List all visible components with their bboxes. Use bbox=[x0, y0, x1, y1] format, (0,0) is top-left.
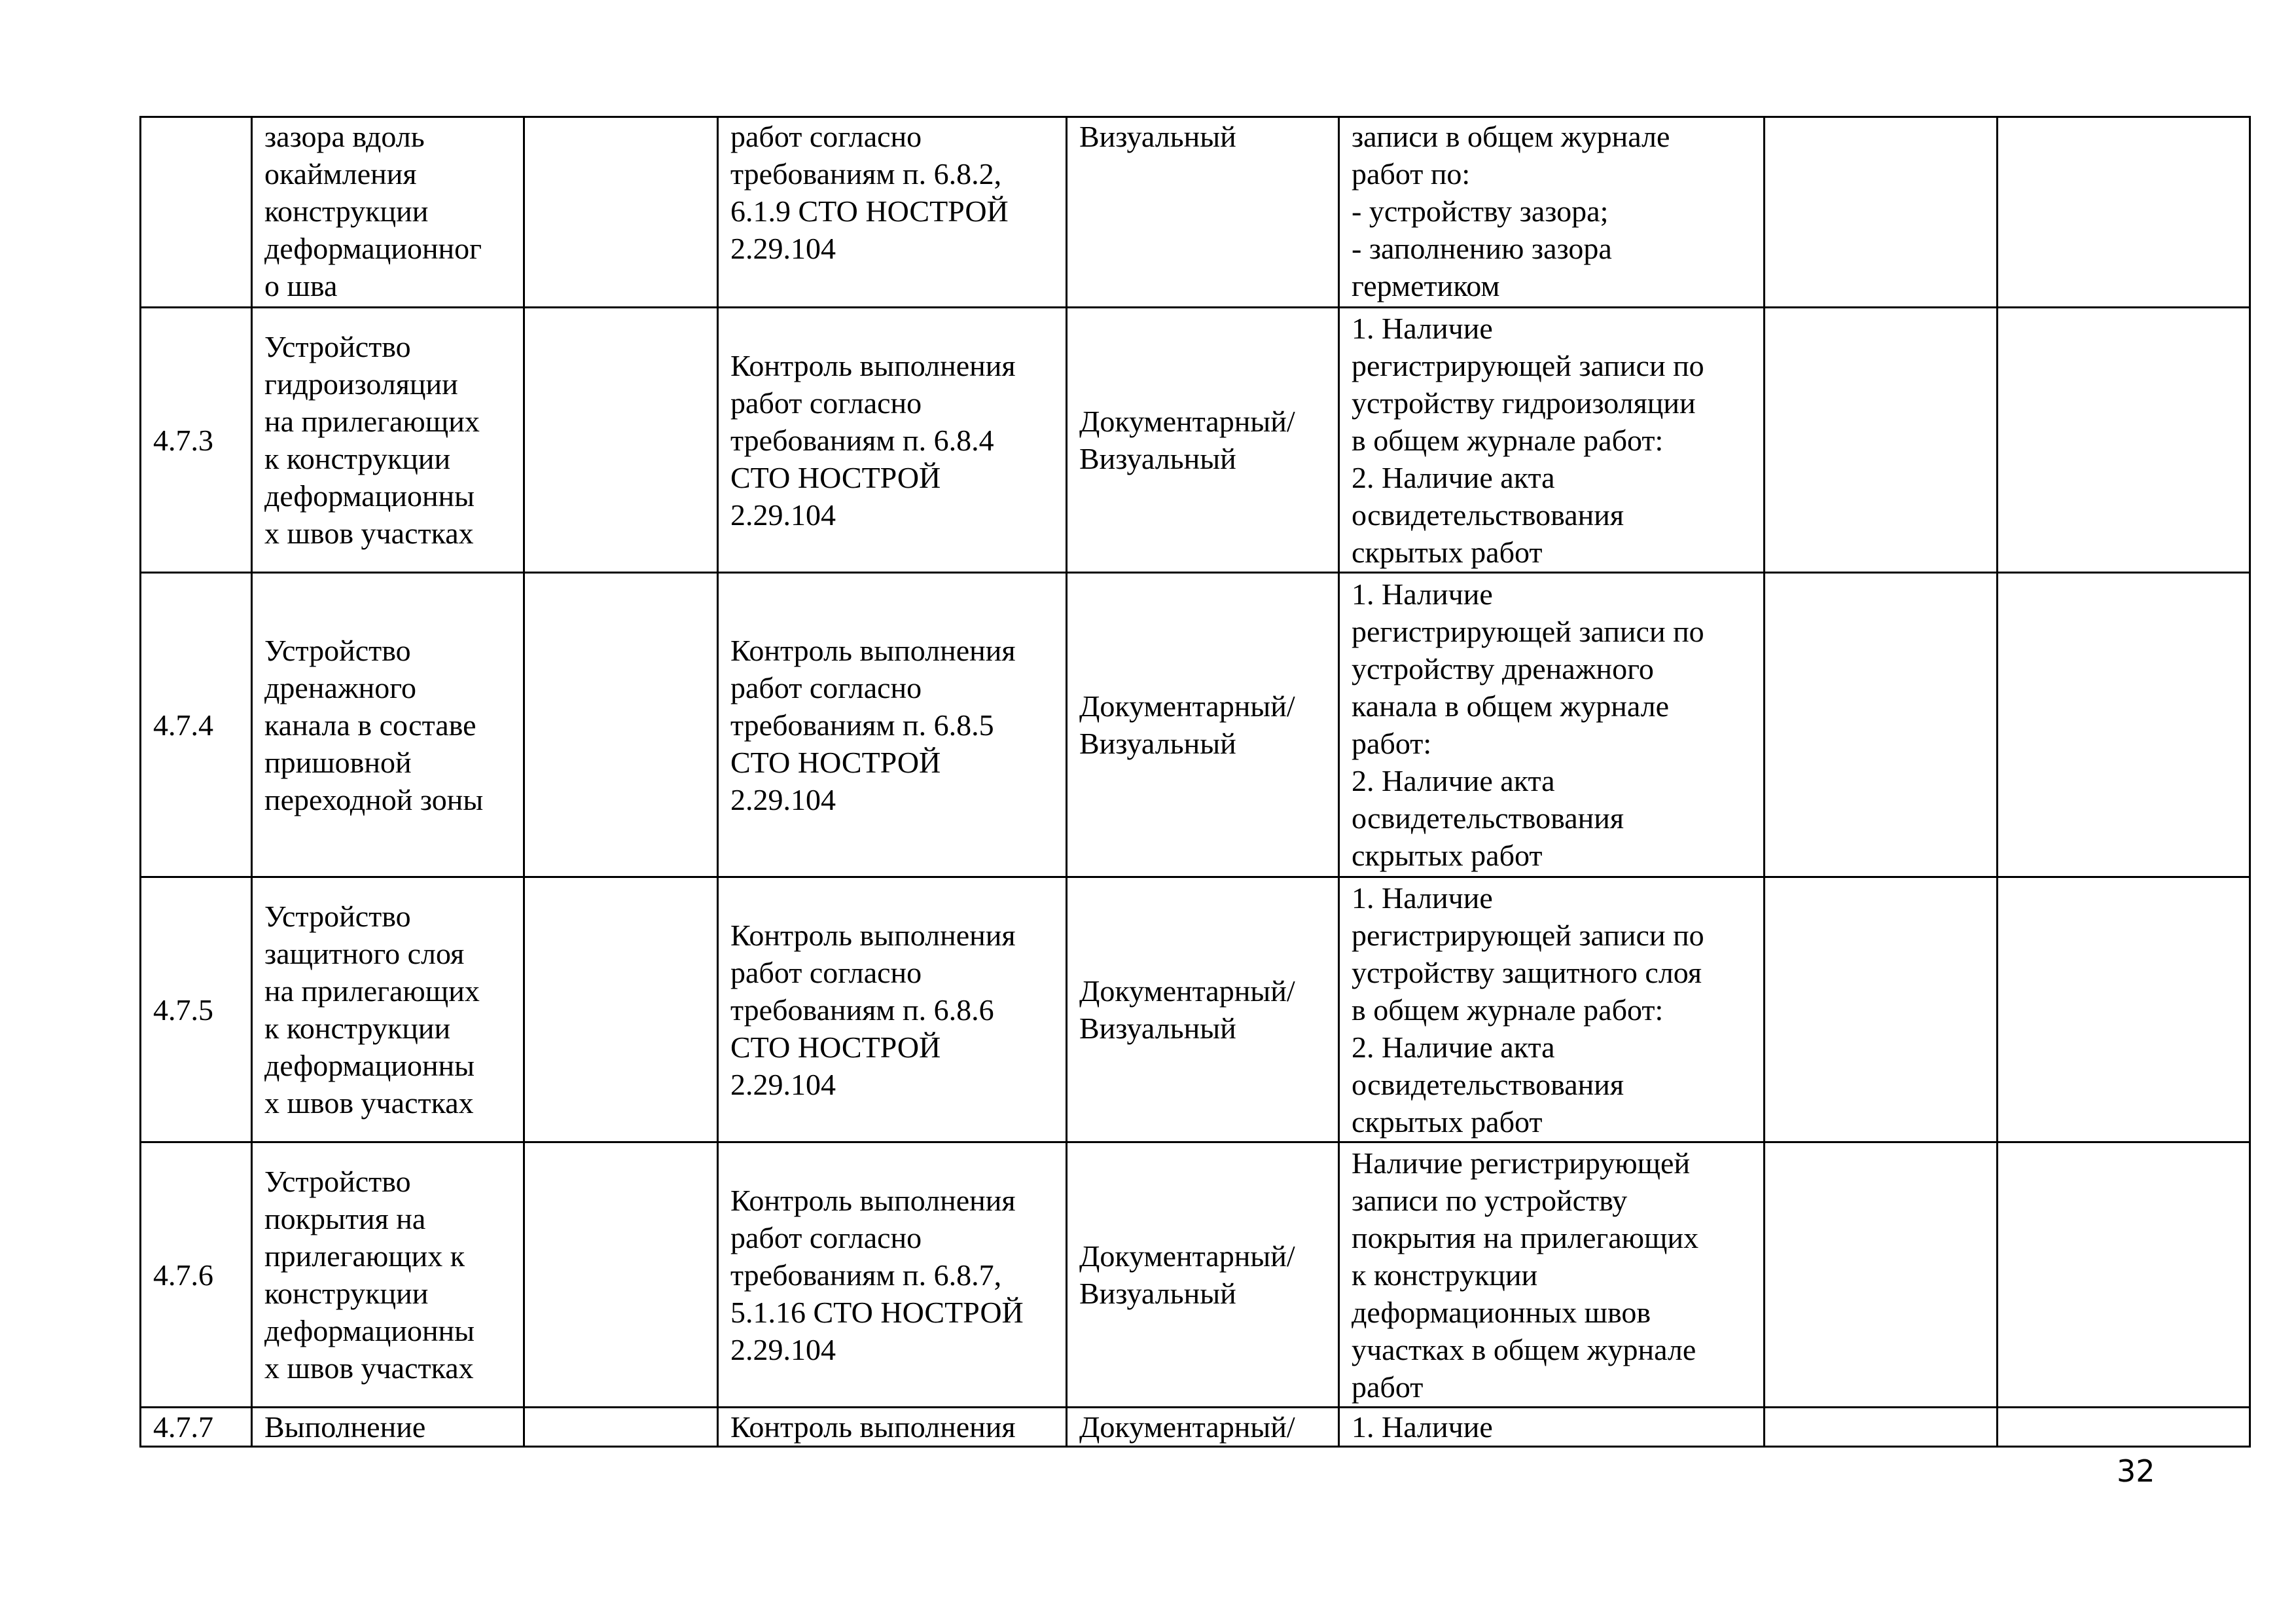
item-number-cell bbox=[141, 1142, 252, 1408]
empty-cell bbox=[1998, 117, 2250, 308]
empty-cell bbox=[524, 308, 718, 573]
work-name-cell bbox=[252, 877, 524, 1142]
table-row bbox=[141, 1142, 2250, 1408]
result-line: работ по: bbox=[1352, 157, 1471, 191]
work-name-cell bbox=[252, 1142, 524, 1408]
control-method-cell bbox=[1067, 573, 1339, 877]
work-name-line: переходной зоны bbox=[264, 782, 484, 816]
result-line: 1. Наличие bbox=[1352, 311, 1493, 345]
work-name-line: Устройство bbox=[264, 330, 411, 363]
work-name-line: на прилегающих bbox=[264, 405, 480, 438]
work-name-line: гидроизоляции bbox=[264, 367, 458, 401]
control-method-cell bbox=[1067, 1142, 1339, 1408]
requirement-cell bbox=[718, 308, 1067, 573]
result-cell bbox=[1339, 573, 1765, 877]
requirement-line: 2.29.104 bbox=[730, 782, 836, 816]
work-name-line: покрытия на bbox=[264, 1202, 426, 1235]
requirement-line: 2.29.104 bbox=[730, 1332, 836, 1366]
result-line: - заполнению зазора bbox=[1352, 232, 1612, 265]
result-line: освидетельствования bbox=[1352, 801, 1624, 835]
requirement-line: Контроль выполнения bbox=[730, 348, 1016, 382]
control-method-cell bbox=[1067, 1408, 1339, 1447]
requirement-line: Контроль выполнения bbox=[730, 918, 1016, 952]
result-line: деформационных швов bbox=[1352, 1295, 1651, 1329]
result-cell bbox=[1339, 1142, 1765, 1408]
requirement-line: 5.1.16 СТО НОСТРОЙ bbox=[730, 1295, 1024, 1329]
result-line: к конструкции bbox=[1352, 1258, 1538, 1292]
empty-cell bbox=[1998, 573, 2250, 877]
requirement-line: Контроль выполнения bbox=[730, 1410, 1016, 1444]
work-name-line: зазора вдоль bbox=[264, 120, 425, 153]
result-line: участках в общем журнале bbox=[1352, 1332, 1696, 1366]
table-row bbox=[141, 1408, 2250, 1447]
control-method-line: Визуальный bbox=[1079, 1277, 1236, 1310]
requirement-line: 2.29.104 bbox=[730, 498, 836, 532]
empty-cell bbox=[1998, 1408, 2250, 1447]
empty-cell bbox=[524, 117, 718, 308]
empty-cell bbox=[1765, 1408, 1998, 1447]
requirement-cell bbox=[718, 1408, 1067, 1447]
empty-cell bbox=[1765, 308, 1998, 573]
table-row bbox=[141, 877, 2250, 1142]
result-line: 1. Наличие bbox=[1352, 1410, 1493, 1444]
control-method-line: Документарный/ bbox=[1079, 1410, 1295, 1444]
work-name-line: Устройство bbox=[264, 1165, 411, 1198]
work-name-line: к конструкции bbox=[264, 1012, 451, 1045]
empty-cell bbox=[524, 573, 718, 877]
result-line: Наличие регистрирующей bbox=[1352, 1146, 1691, 1180]
work-name-line: Выполнение bbox=[264, 1410, 426, 1444]
control-method-line: Визуальный bbox=[1079, 1012, 1236, 1045]
work-name-line: х швов участках bbox=[264, 1351, 474, 1385]
result-line: в общем журнале работ: bbox=[1352, 993, 1664, 1027]
result-line: регистрирующей записи по bbox=[1352, 348, 1704, 382]
requirement-line: Контроль выполнения bbox=[730, 633, 1016, 667]
requirement-line: работ согласно bbox=[730, 386, 922, 420]
requirement-line: СТО НОСТРОЙ bbox=[730, 1030, 941, 1064]
result-line: 2. Наличие акта bbox=[1352, 460, 1555, 494]
item-number: 4.7.7 bbox=[153, 1410, 213, 1444]
empty-cell bbox=[1765, 573, 1998, 877]
result-line: - устройству зазора; bbox=[1352, 194, 1609, 228]
work-name-cell bbox=[252, 308, 524, 573]
requirement-cell bbox=[718, 117, 1067, 308]
result-line: в общем журнале работ: bbox=[1352, 423, 1664, 457]
item-number-cell bbox=[141, 573, 252, 877]
work-name-line: деформационны bbox=[264, 479, 475, 513]
result-line: скрытых работ bbox=[1352, 1104, 1543, 1139]
work-name-line: пришовной bbox=[264, 745, 412, 779]
item-number-cell bbox=[141, 117, 252, 308]
result-line: скрытых работ bbox=[1352, 839, 1543, 872]
result-line: устройству дренажного bbox=[1352, 652, 1654, 685]
work-name-cell bbox=[252, 573, 524, 877]
work-name-line: деформационны bbox=[264, 1314, 475, 1347]
empty-cell bbox=[524, 1142, 718, 1408]
requirement-line: работ согласно bbox=[730, 955, 922, 989]
result-line: регистрирующей записи по bbox=[1352, 918, 1704, 952]
item-number-cell bbox=[141, 1408, 252, 1447]
requirement-cell bbox=[718, 573, 1067, 877]
item-number: 4.7.5 bbox=[153, 993, 213, 1027]
result-cell bbox=[1339, 877, 1765, 1142]
work-name-line: Устройство bbox=[264, 900, 411, 933]
requirement-line: требованиям п. 6.8.7, bbox=[730, 1258, 1002, 1292]
result-line: освидетельствования bbox=[1352, 498, 1624, 532]
result-cell bbox=[1339, 117, 1765, 308]
requirement-line: требованиям п. 6.8.5 bbox=[730, 708, 994, 742]
work-name-line: на прилегающих bbox=[264, 974, 480, 1008]
result-line: записи по устройству bbox=[1352, 1183, 1628, 1217]
requirement-line: работ согласно bbox=[730, 1220, 922, 1254]
control-method-line: Документарный/ bbox=[1079, 974, 1295, 1008]
control-method-line: Документарный/ bbox=[1079, 405, 1295, 438]
control-method-cell bbox=[1067, 117, 1339, 308]
requirement-line: 6.1.9 СТО НОСТРОЙ bbox=[730, 194, 1009, 228]
result-line: 2. Наличие акта bbox=[1352, 1030, 1555, 1064]
requirement-line: 2.29.104 bbox=[730, 232, 836, 265]
work-name-line: конструкции bbox=[264, 1277, 429, 1310]
work-name-line: деформационны bbox=[264, 1049, 475, 1082]
empty-cell bbox=[1998, 308, 2250, 573]
result-line: покрытия на прилегающих bbox=[1352, 1220, 1699, 1254]
requirement-line: требованиям п. 6.8.2, bbox=[730, 157, 1002, 191]
result-line: устройству защитного слоя bbox=[1352, 955, 1702, 989]
item-number: 4.7.4 bbox=[153, 708, 213, 742]
item-number: 4.7.6 bbox=[153, 1258, 213, 1292]
empty-cell bbox=[1998, 1142, 2250, 1408]
result-line: 1. Наличие bbox=[1352, 881, 1493, 915]
work-name-line: конструкции bbox=[264, 194, 429, 228]
result-line: герметиком bbox=[1352, 269, 1500, 302]
requirement-cell bbox=[718, 1142, 1067, 1408]
work-name-cell bbox=[252, 1408, 524, 1447]
empty-cell bbox=[524, 1408, 718, 1447]
control-method-cell bbox=[1067, 877, 1339, 1142]
work-name-line: к конструкции bbox=[264, 442, 451, 475]
requirement-line: работ согласно bbox=[730, 120, 922, 153]
item-number-cell bbox=[141, 877, 252, 1142]
control-method-line: Документарный/ bbox=[1079, 689, 1295, 723]
work-name-line: канала в составе bbox=[264, 708, 476, 742]
requirement-line: СТО НОСТРОЙ bbox=[730, 745, 941, 779]
table-row bbox=[141, 308, 2250, 573]
work-name-line: о шва bbox=[264, 269, 338, 302]
result-line: регистрирующей записи по bbox=[1352, 615, 1704, 648]
result-line: канала в общем журнале bbox=[1352, 689, 1670, 723]
empty-cell bbox=[1765, 1142, 1998, 1408]
result-line: 1. Наличие bbox=[1352, 577, 1493, 611]
empty-cell bbox=[524, 877, 718, 1142]
work-name-line: защитного слоя bbox=[264, 937, 465, 970]
item-number: 4.7.3 bbox=[153, 423, 213, 457]
work-name-line: х швов участках bbox=[264, 517, 474, 550]
work-name-line: деформационног bbox=[264, 232, 482, 265]
result-cell bbox=[1339, 308, 1765, 573]
work-name-line: прилегающих к bbox=[264, 1239, 465, 1273]
work-name-line: окаймления bbox=[264, 157, 417, 191]
requirement-line: требованиям п. 6.8.4 bbox=[730, 423, 994, 457]
item-number-cell bbox=[141, 308, 252, 573]
result-line: работ: bbox=[1352, 727, 1432, 760]
requirement-line: работ согласно bbox=[730, 670, 922, 704]
control-method-line: Визуальный bbox=[1079, 442, 1236, 475]
requirement-line: СТО НОСТРОЙ bbox=[730, 460, 941, 494]
result-line: записи в общем журнале bbox=[1352, 120, 1670, 153]
empty-cell bbox=[1765, 117, 1998, 308]
control-method-line: Документарный/ bbox=[1079, 1239, 1295, 1273]
empty-cell bbox=[1998, 877, 2250, 1142]
requirement-cell bbox=[718, 877, 1067, 1142]
control-method-line: Визуальный bbox=[1079, 727, 1236, 760]
result-line: освидетельствования bbox=[1352, 1067, 1624, 1101]
result-cell bbox=[1339, 1408, 1765, 1447]
requirement-line: Контроль выполнения bbox=[730, 1183, 1016, 1217]
result-line: устройству гидроизоляции bbox=[1352, 386, 1696, 420]
control-method-cell bbox=[1067, 308, 1339, 573]
result-line: работ bbox=[1352, 1370, 1424, 1404]
control-method-line: Визуальный bbox=[1079, 120, 1236, 153]
empty-cell bbox=[1765, 877, 1998, 1142]
work-name-line: х швов участках bbox=[264, 1086, 474, 1120]
work-name-line: Устройство bbox=[264, 633, 411, 667]
page-number: 32 bbox=[2117, 1453, 2155, 1489]
result-line: 2. Наличие акта bbox=[1352, 764, 1555, 797]
table-row bbox=[141, 573, 2250, 877]
result-line: скрытых работ bbox=[1352, 535, 1543, 569]
requirement-line: требованиям п. 6.8.6 bbox=[730, 993, 994, 1027]
work-name-cell bbox=[252, 117, 524, 308]
table-row bbox=[141, 117, 2250, 308]
inspection-table bbox=[139, 116, 2251, 1448]
requirement-line: 2.29.104 bbox=[730, 1067, 836, 1101]
work-name-line: дренажного bbox=[264, 670, 416, 704]
